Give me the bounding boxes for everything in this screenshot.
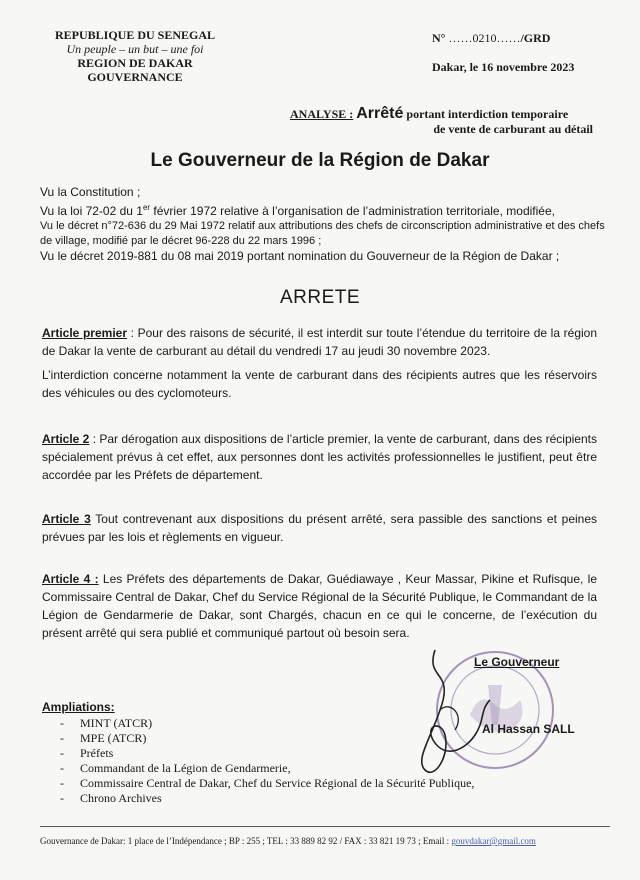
country-name: REPUBLIQUE DU SENEGAL [54, 28, 216, 42]
number-suffix: /GRD [520, 31, 551, 45]
list-item: - MINT (ATCR) [60, 716, 474, 731]
analyse-line2: de vente de carburant au détail [433, 122, 593, 136]
number-prefix: N° [432, 31, 446, 45]
vu-loi [40, 200, 610, 219]
number-value: ……0210…… [448, 31, 521, 45]
list-item: - Commandant de la Légion de Gendarmerie, [60, 761, 474, 776]
signatory-name: Al Hassan SALL [482, 722, 575, 736]
article-4 [42, 570, 597, 642]
issuer-block [40, 28, 230, 84]
article-3-text: Tout contrevenant aux dispositions du présent arrêté, sera passible des sanctions et peines prévues par les lois et règlements en vigueur. [42, 512, 598, 544]
issue-date: Dakar, le 16 novembre 2023 [432, 60, 575, 74]
vu-decret-1972: Vu le décret n°72-636 du 29 Mai 1972 relatif aux attributions des chefs de circonscription administrative et des chefs de village, modifié par le décret 96-228 du 22 mars 1996 ; [40, 220, 605, 247]
list-item: - MPE (ATCR) [60, 731, 474, 746]
analyse-line1: portant interdiction temporaire [406, 107, 569, 121]
list-item: - Préfets [60, 746, 474, 761]
list-item: - Commissaire Central de Dakar, Chef du Service Régional de la Sécurité Publique, [60, 776, 474, 791]
article-3-heading: Article 3 [42, 512, 91, 526]
article-1-text-2: L’interdiction concerne notamment la vente de carburant dans des récipients autres que les réservoirs des véhicules ou des cyclomoteurs. [42, 368, 597, 400]
ampliations-list [60, 716, 474, 806]
analyse-word: Arrêté [356, 105, 404, 122]
footer-email-link[interactable]: gouvdakar@gmail.com [451, 836, 536, 846]
article-3 [42, 510, 597, 546]
vu-loi-sup: er [142, 203, 151, 212]
footer-address: Gouvernance de Dakar: 1 place de l’Indépendance ; BP : 255 ; TEL : 33 889 82 92 / FAX : 33 821 19 73 ; Email : [40, 836, 452, 846]
footer-divider [40, 826, 610, 827]
analyse-label: ANALYSE : [290, 107, 354, 121]
analyse-block [290, 106, 595, 137]
article-2-heading: Article 2 [42, 432, 90, 446]
article-1-text: : Pour des raisons de sécurité, il est interdit sur toute l’étendue du territoire de la région de Dakar la vente de carburant au détail du vendredi 17 au jeudi 30 novembre 2023. [42, 326, 598, 358]
list-item: - Chrono Archives [60, 791, 474, 806]
vu-loi-post: février 1972 relative à l’organisation de l’administration territoriale, modifiée, [150, 204, 555, 218]
signatory-title: Le Gouverneur [474, 655, 560, 669]
region-name: REGION DE DAKAR [77, 56, 193, 70]
national-motto: Un peuple – un but – une foi [66, 42, 204, 56]
vu-loi-pre: Vu la loi 72-02 du 1 [40, 204, 143, 218]
article-4-heading: Article 4 : [42, 572, 99, 586]
vu-decret-2019: Vu le décret 2019-881 du 08 mai 2019 portant nomination du Gouverneur de la Région de Dakar ; [40, 249, 560, 263]
legal-basis [40, 185, 610, 264]
arrete-heading: ARRETE [279, 287, 361, 308]
reference-number [432, 31, 550, 46]
article-2 [42, 430, 597, 484]
vu-constitution: Vu la Constitution ; [40, 185, 141, 199]
article-4-text: Les Préfets des départements de Dakar, Guédiawaye , Keur Massar, Pikine et Rufisque, le Commissaire Central de Dakar, Chef du Service Régional de la Sécurité Publique, le Commandant de la Légion de Gendarmerie de Dakar, sont Chargés, chacun en ce qui le concerne, de l’exécution du présent arrêté qui sera publié et communiqué partout où besoin sera. [42, 572, 597, 640]
article-2-text: : Par dérogation aux dispositions de l’article premier, la vente de carburant, dans des récipients spécialement prévus à cet effet, aux personnes dont les activités professionnelles le justifient, peut être accordée par les Préfets de département. [42, 432, 597, 482]
ampliations-heading: Ampliations: [42, 700, 115, 714]
footer [40, 836, 610, 846]
article-1 [42, 324, 597, 402]
document-title: Le Gouverneur de la Région de Dakar [150, 150, 490, 171]
article-1-heading: Article premier [42, 326, 128, 340]
office-name: GOUVERNANCE [87, 70, 183, 84]
